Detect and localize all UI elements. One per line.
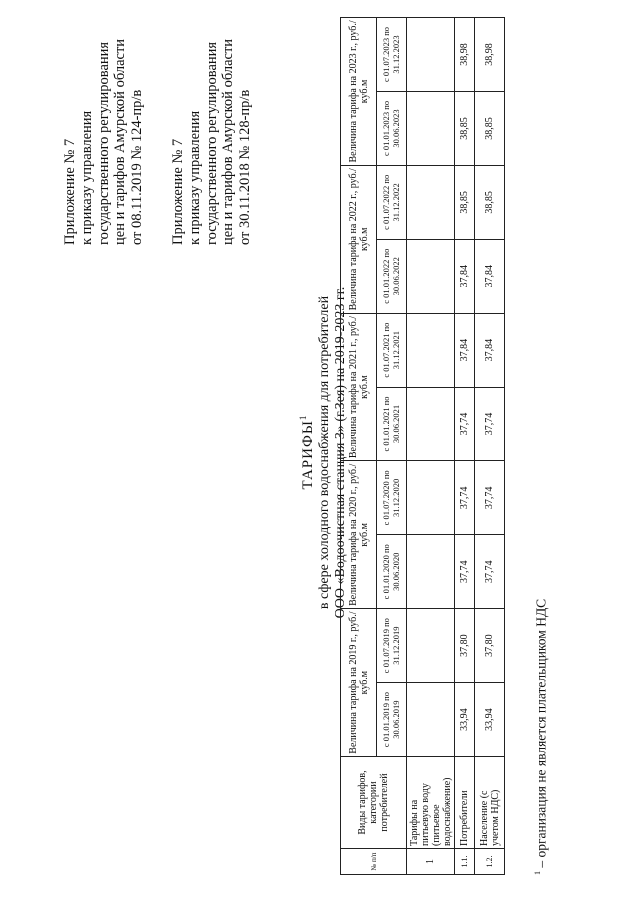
tariff-value: 37,80 <box>475 609 505 683</box>
section-number: 1 <box>407 849 455 875</box>
tariff-table <box>340 17 505 875</box>
header-tariff-type: Виды тарифов, категории потребителей <box>341 757 407 849</box>
footnote-mark: 1 <box>533 871 542 875</box>
tariff-value: 37,74 <box>455 461 475 535</box>
appendix-line: Приложение № 7 <box>170 138 186 245</box>
tariff-value: 38,98 <box>475 18 505 92</box>
appendix-line: государственного регулирования <box>203 41 220 245</box>
header-period: с 01.07.2019 по 31.12.2019 <box>377 609 407 683</box>
table-cell <box>407 91 455 165</box>
tariff-value: 38,85 <box>475 91 505 165</box>
table-row <box>455 18 475 875</box>
appendix-line: от 30.11.2018 № 128-пр/в <box>237 89 254 245</box>
table-cell <box>407 387 455 461</box>
table-cell <box>407 461 455 535</box>
header-period: с 01.01.2019 по 30.06.2019 <box>377 683 407 757</box>
title-subtitle-1: в сфере холодного водоснабжения для потребителей <box>317 295 332 610</box>
tariff-value: 33,94 <box>455 683 475 757</box>
tariff-value: 37,84 <box>475 239 505 313</box>
tariff-value: 38,85 <box>475 165 505 239</box>
appendix-line: к приказу управления <box>78 110 95 245</box>
tariff-value: 37,74 <box>475 535 505 609</box>
row-number: 1.2. <box>475 849 505 875</box>
tariff-value: 37,80 <box>455 609 475 683</box>
header-year-2022: Величина тарифа на 2022 г., руб./куб.м <box>341 165 377 313</box>
header-period: с 01.07.2021 по 31.12.2021 <box>377 313 407 387</box>
title-subtitle-2: ООО «Водоочистная станция 3» (г.Зея) на 2019-2023 гг. <box>333 286 348 619</box>
title-footnote-mark: 1 <box>298 415 308 421</box>
table-header-row-periods <box>377 18 407 875</box>
appendix-line: Приложение № 7 <box>62 138 78 245</box>
appendix-line: государственного регулирования <box>95 41 112 245</box>
table-header-row-years <box>341 18 377 875</box>
appendix-line: к приказу управления <box>186 110 203 245</box>
table-cell <box>407 609 455 683</box>
title-text: ТАРИФЫ <box>300 420 316 490</box>
footnote <box>530 599 550 875</box>
appendix-line: цен и тарифов Амурской области <box>112 38 129 245</box>
appendix-line: цен и тарифов Амурской области <box>220 38 237 245</box>
tariff-value: 37,74 <box>455 535 475 609</box>
table-cell <box>407 165 455 239</box>
section-name: Тарифы на питьевую воду (питьевое водоснабжение) <box>407 757 455 849</box>
tariff-value: 37,84 <box>455 313 475 387</box>
appendix-reference-current <box>62 10 146 245</box>
tariff-value: 38,85 <box>455 91 475 165</box>
row-number: 1.1. <box>455 849 475 875</box>
tariff-value: 37,84 <box>475 313 505 387</box>
header-number: № п/п <box>341 849 407 875</box>
title-main <box>294 0 317 905</box>
header-period: с 01.01.2021 по 30.06.2021 <box>377 387 407 461</box>
footnote-text: – организация не является плательщиком НДС <box>533 598 549 871</box>
tariff-value: 37,84 <box>455 239 475 313</box>
table-cell <box>407 683 455 757</box>
table-row <box>475 18 505 875</box>
header-year-2023: Величина тарифа на 2023 г., руб./куб.м <box>341 18 377 166</box>
table-cell <box>407 18 455 92</box>
table-cell <box>407 313 455 387</box>
header-period: с 01.01.2020 по 30.06.2020 <box>377 535 407 609</box>
appendix-line: от 08.11.2019 № 124-пр/в <box>129 89 146 245</box>
header-period: с 01.07.2023 по 31.12.2023 <box>377 18 407 92</box>
tariff-value: 37,74 <box>475 387 505 461</box>
header-year-2021: Величина тарифа на 2021 г., руб./куб.м <box>341 313 377 461</box>
table-cell <box>407 535 455 609</box>
header-year-2019: Величина тарифа на 2019 г., руб./куб.м <box>341 609 377 757</box>
table-cell <box>407 239 455 313</box>
header-period: с 01.07.2020 по 31.12.2020 <box>377 461 407 535</box>
tariff-value: 38,85 <box>455 165 475 239</box>
tariff-value: 37,74 <box>455 387 475 461</box>
header-period: с 01.01.2023 по 30.06.2023 <box>377 91 407 165</box>
tariff-value: 38,98 <box>455 18 475 92</box>
row-name: Потребители <box>455 757 475 849</box>
appendix-reference-previous <box>170 10 254 245</box>
header-period: с 01.07.2022 по 31.12.2022 <box>377 165 407 239</box>
header-year-2020: Величина тарифа на 2020 г., руб./куб.м <box>341 461 377 609</box>
row-name: Население (с учетом НДС) <box>475 757 505 849</box>
tariff-value: 33,94 <box>475 683 505 757</box>
tariff-value: 37,74 <box>475 461 505 535</box>
header-period: с 01.01.2022 по 30.06.2022 <box>377 239 407 313</box>
table-section-row <box>407 18 455 875</box>
